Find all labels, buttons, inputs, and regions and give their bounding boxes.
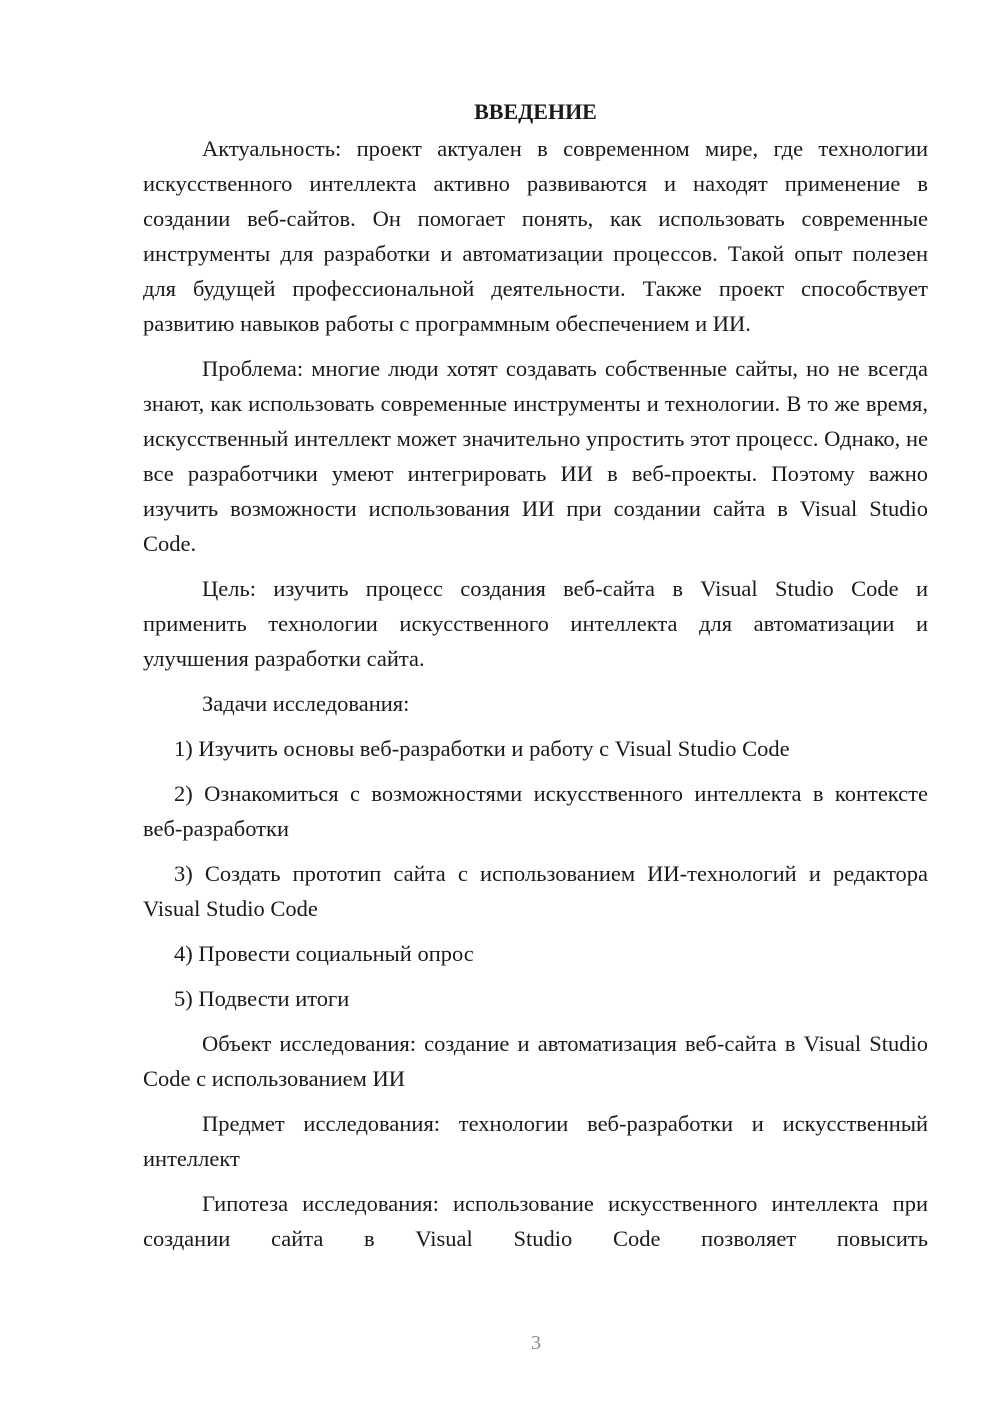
paragraph-hypothesis: Гипотеза исследования: использование искусственного интеллекта при создании сайта в Visual Studio Code позволяет повысить [143,1191,928,1251]
task-item-1: 1) Изучить основы веб-разработки и работу с Visual Studio Code [174,736,790,761]
task-item-5: 5) Подвести итоги [174,986,350,1011]
paragraph-tasks-heading: Задачи исследования: [202,691,410,716]
task-item-4: 4) Провести социальный опрос [174,941,474,966]
task-item-2: 2) Ознакомиться с возможностями искусственного интеллекта в контексте веб-разработки [143,781,928,841]
document-body [143,93,928,1256]
task-item-3: 3) Создать прототип сайта с использованием ИИ-технологий и редактора Visual Studio Code [143,861,928,921]
paragraph-relevance: Актуальность: проект актуален в современном мире, где технологии искусственного интеллекта активно развиваются и находят применение в создании веб-сайтов. Он помогает понять, как использовать современные инструменты для разработки и автоматизации процессов. Такой опыт полезен для будущей профессиональной деятельности. Также проект способствует развитию навыков работы с программным обеспечением и ИИ. [143,136,928,336]
paragraph-object: Объект исследования: создание и автоматизация веб-сайта в Visual Studio Code с использованием ИИ [143,1031,928,1091]
paragraph-problem: Проблема: многие люди хотят создавать собственные сайты, но не всегда знают, как использовать современные инструменты и технологии. В то же время, искусственный интеллект может значительно упростить этот процесс. Однако, не все разработчики умеют интегрировать ИИ в веб-проекты. Поэтому важно изучить возможности использования ИИ при создании сайта в Visual Studio Code. [143,356,928,556]
section-title: ВВЕДЕНИЕ [474,99,597,124]
paragraph-goal: Цель: изучить процесс создания веб-сайта в Visual Studio Code и применить технологии искусственного интеллекта для автоматизации и улучшения разработки сайта. [143,576,928,671]
paragraph-subject: Предмет исследования: технологии веб-разработки и искусственный интеллект [143,1111,928,1171]
page-number: 3 [531,1332,541,1354]
